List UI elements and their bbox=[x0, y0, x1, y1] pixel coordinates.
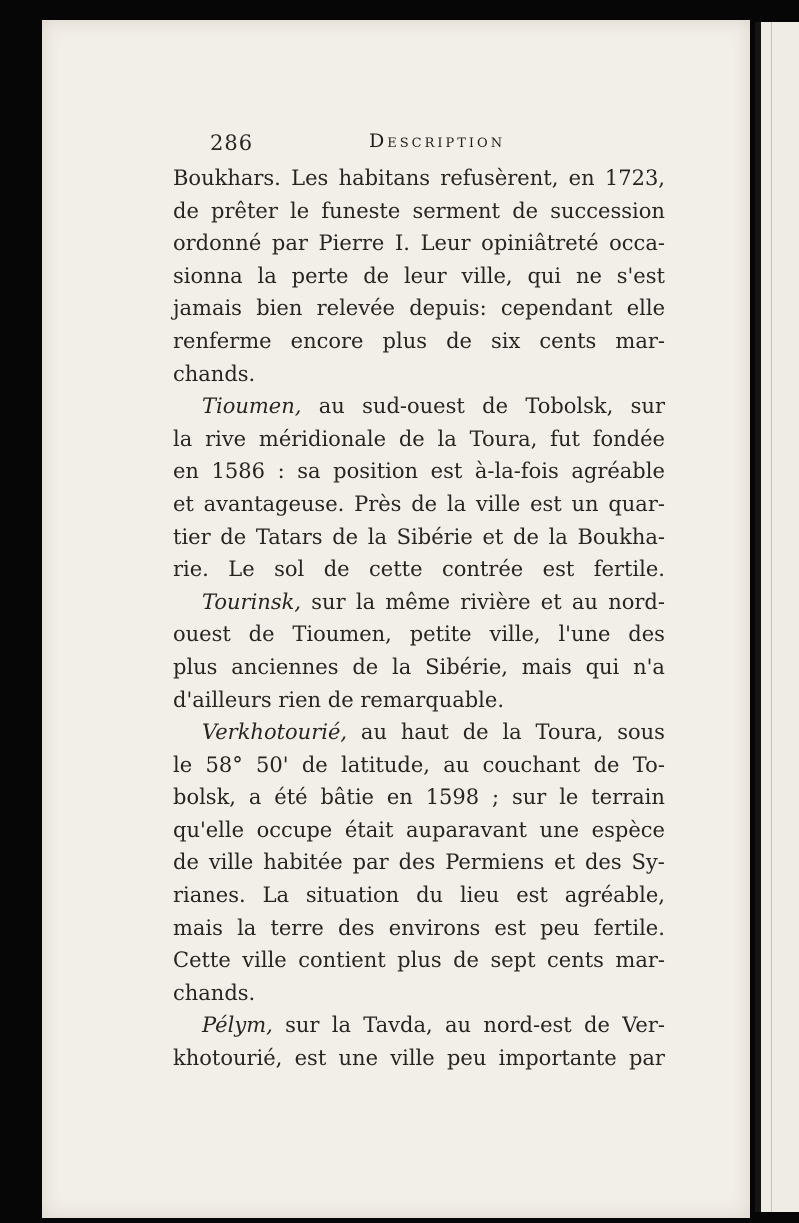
text-line: rianes. La situation du lieu est agréable, bbox=[173, 883, 665, 908]
text-line: bolsk, a été bâtie en 1598 ; sur le terrain bbox=[173, 785, 665, 810]
page-number: 286 bbox=[210, 131, 254, 155]
running-head: Description bbox=[369, 130, 506, 152]
text-line: de prêter le funeste serment de succession bbox=[173, 198, 665, 223]
place-name: Tourinsk, bbox=[202, 589, 302, 614]
text-line: chands. bbox=[173, 980, 256, 1005]
text-line: ordonné par Pierre I. Leur opiniâtreté occa- bbox=[173, 231, 665, 256]
text-line: Cette ville contient plus de sept cents mar- bbox=[173, 948, 665, 973]
text-line: Pélym, sur la Tavda, au nord-est de Ver- bbox=[173, 1009, 665, 1042]
text-line: Tioumen, au sud-ouest de Tobolsk, sur bbox=[173, 390, 665, 423]
text-line: tier de Tatars de la Sibérie et de la Boukha- bbox=[173, 524, 665, 549]
text-line: Boukhars. Les habitans refusèrent, en 1723, bbox=[173, 166, 665, 190]
body-text bbox=[173, 162, 665, 1075]
facing-page-edge bbox=[755, 22, 799, 1212]
text-line: Verkhotourié, au haut de la Toura, sous bbox=[173, 716, 665, 749]
text-line: de ville habitée par des Permiens et des Sy- bbox=[173, 850, 665, 875]
text-line: jamais bien relevée depuis: cependant elle bbox=[173, 296, 665, 321]
text-line: la rive méridionale de la Toura, fut fondée bbox=[173, 426, 665, 451]
place-name: Tioumen, bbox=[202, 394, 302, 419]
text-line: rie. Le sol de cette contrée est fertile. bbox=[173, 557, 665, 582]
text-line: Tourinsk, sur la même rivière et au nord- bbox=[173, 586, 665, 619]
text-line: en 1586 : sa position est à-la-fois agréable bbox=[173, 459, 665, 484]
text-line: khotourié, est une ville peu importante par bbox=[173, 1046, 665, 1071]
text-line: le 58° 50' de latitude, au couchant de To- bbox=[173, 752, 665, 777]
text-line: renferme encore plus de six cents mar- bbox=[173, 328, 665, 353]
text-line: chands. bbox=[173, 361, 256, 386]
place-name: Verkhotourié, bbox=[202, 720, 348, 745]
text-line: ouest de Tioumen, petite ville, l'une des bbox=[173, 622, 665, 647]
text-line: sionna la perte de leur ville, qui ne s'est bbox=[173, 263, 665, 288]
text-line: plus anciennes de la Sibérie, mais qui n'a bbox=[173, 654, 665, 679]
text-line: qu'elle occupe était auparavant une espèce bbox=[173, 817, 665, 842]
text-line: et avantageuse. Près de la ville est un quar- bbox=[173, 491, 665, 516]
text-line: d'ailleurs rien de remarquable. bbox=[173, 687, 505, 712]
place-name: Pélym, bbox=[202, 1013, 273, 1038]
text-line: mais la terre des environs est peu fertile. bbox=[173, 915, 665, 940]
